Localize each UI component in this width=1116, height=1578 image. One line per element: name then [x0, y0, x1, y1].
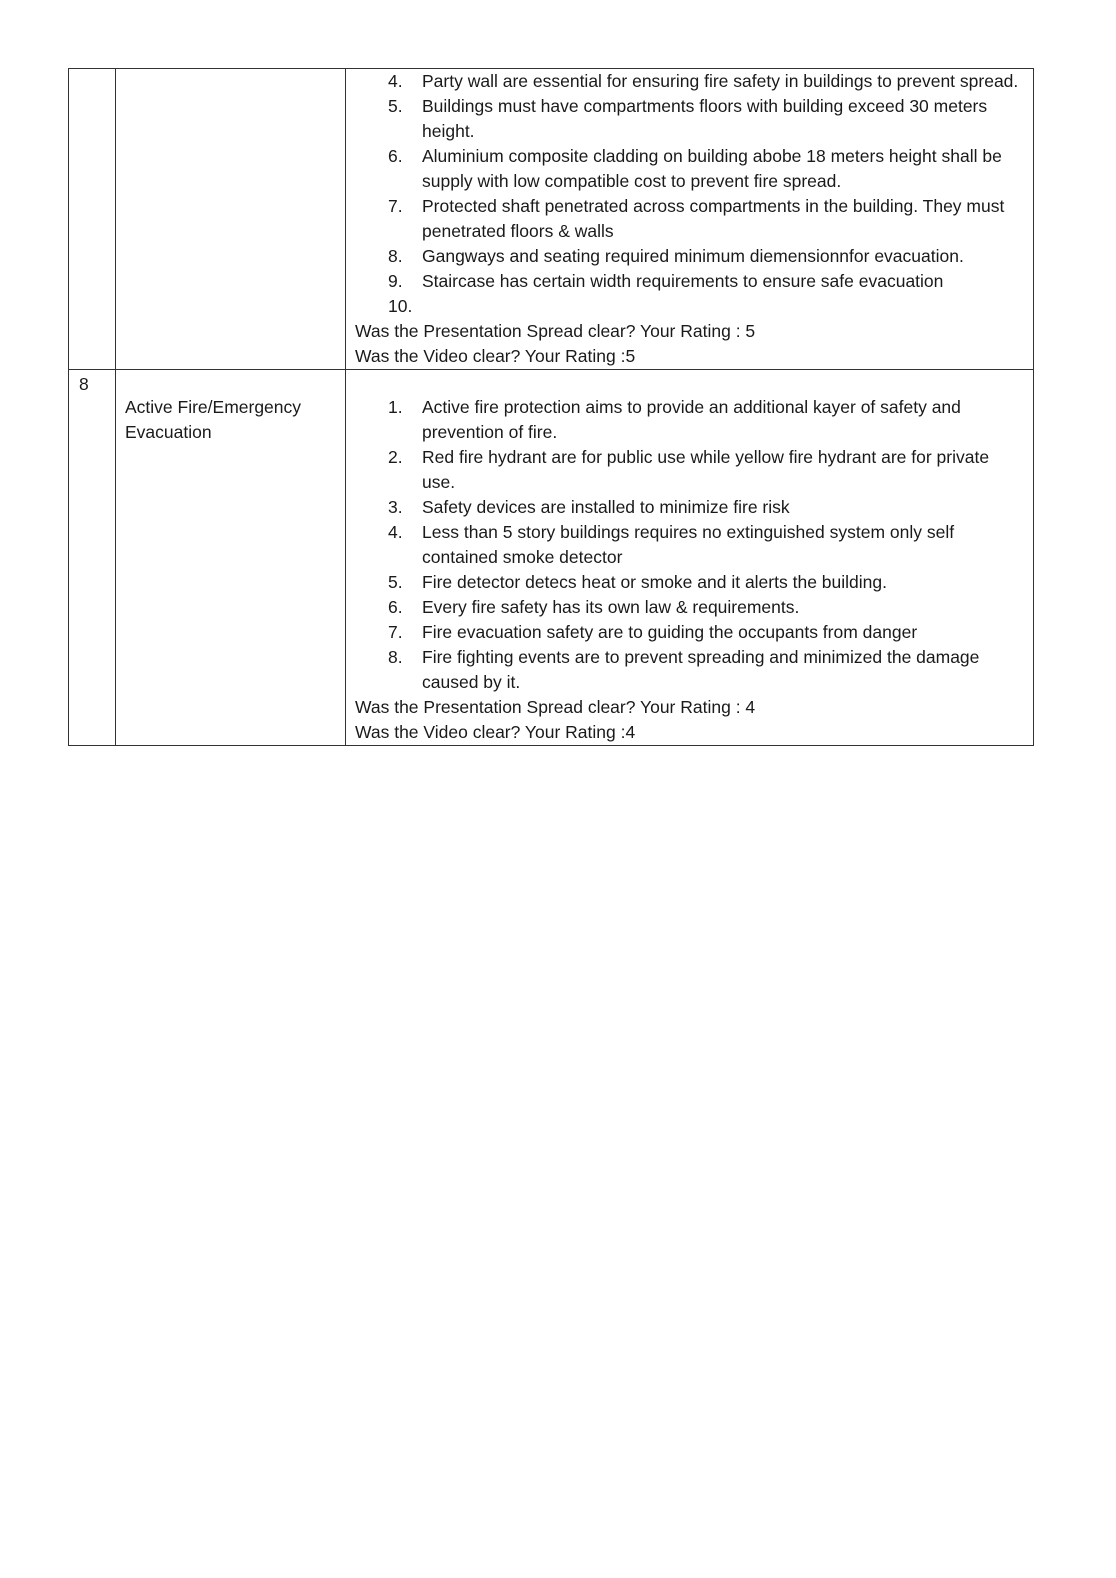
point-text: Fire detector detecs heat or smoke and it alerts the building.	[422, 572, 887, 592]
video-rating: Was the Video clear? Your Rating :5	[355, 346, 636, 366]
list-marker: 4.	[388, 522, 403, 542]
list-item	[355, 194, 1025, 244]
topic-cell	[116, 370, 346, 746]
notes-cell	[346, 69, 1034, 370]
list-item	[355, 269, 1025, 294]
topics-table	[68, 68, 1034, 746]
list-marker: 8.	[388, 246, 403, 266]
row-number: 8	[79, 374, 89, 394]
list-marker: 5.	[388, 96, 403, 116]
point-text: Every fire safety has its own law & requirements.	[422, 597, 800, 617]
row-number-cell	[69, 69, 116, 370]
list-item	[355, 395, 1025, 445]
list-item	[355, 595, 1025, 620]
list-item	[355, 520, 1025, 570]
list-item	[355, 570, 1025, 595]
point-text: Staircase has certain width requirements to ensure safe evacuation	[422, 271, 944, 291]
list-marker: 8.	[388, 647, 403, 667]
list-marker: 1.	[388, 397, 403, 417]
point-text: Active fire protection aims to provide an additional kayer of safety and prevention of fire.	[422, 397, 961, 442]
topic-cell	[116, 69, 346, 370]
list-item	[355, 244, 1025, 269]
points-list	[355, 395, 1025, 695]
notes-cell	[346, 370, 1034, 746]
presentation-rating: Was the Presentation Spread clear? Your Rating : 4	[355, 697, 756, 717]
point-text: Buildings must have compartments floors with building exceed 30 meters height.	[422, 96, 988, 141]
point-text: Safety devices are installed to minimize fire risk	[422, 497, 790, 517]
point-text: Protected shaft penetrated across compartments in the building. They must penetrated floors & walls	[422, 196, 1005, 241]
table-row	[69, 370, 1034, 746]
row-number-cell	[69, 370, 116, 746]
list-marker: 7.	[388, 196, 403, 216]
point-text: Gangways and seating required minimum diemensionnfor evacuation.	[422, 246, 964, 266]
list-marker: 6.	[388, 146, 403, 166]
list-item	[355, 495, 1025, 520]
list-marker: 3.	[388, 497, 403, 517]
point-text: Less than 5 story buildings requires no extinguished system only self contained smoke detector	[422, 522, 955, 567]
point-text: Fire evacuation safety are to guiding the occupants from danger	[422, 622, 918, 642]
list-marker: 2.	[388, 447, 403, 467]
list-marker: 4.	[388, 71, 403, 91]
list-item	[355, 94, 1025, 144]
point-text: Fire fighting events are to prevent spreading and minimized the damage caused by it.	[422, 647, 980, 692]
points-list	[355, 69, 1025, 319]
list-item	[355, 445, 1025, 495]
point-text: Red fire hydrant are for public use while yellow fire hydrant are for private use.	[422, 447, 990, 492]
list-marker: 10.	[388, 296, 413, 316]
list-item	[355, 645, 1025, 695]
presentation-rating: Was the Presentation Spread clear? Your Rating : 5	[355, 321, 756, 341]
list-item	[355, 620, 1025, 645]
topic-title-line: Active Fire/Emergency	[125, 397, 302, 417]
video-rating: Was the Video clear? Your Rating :4	[355, 722, 636, 742]
list-marker: 7.	[388, 622, 403, 642]
point-text: Party wall are essential for ensuring fire safety in buildings to prevent spread.	[422, 71, 1019, 91]
list-item	[355, 294, 1025, 319]
point-text: Aluminium composite cladding on building abobe 18 meters height shall be supply with low compatible cost to prevent fire spread.	[422, 146, 1002, 191]
table-row	[69, 69, 1034, 370]
list-marker: 5.	[388, 572, 403, 592]
list-marker: 6.	[388, 597, 403, 617]
list-marker: 9.	[388, 271, 403, 291]
list-item	[355, 69, 1025, 94]
topic-title-line: Evacuation	[125, 422, 212, 442]
list-item	[355, 144, 1025, 194]
